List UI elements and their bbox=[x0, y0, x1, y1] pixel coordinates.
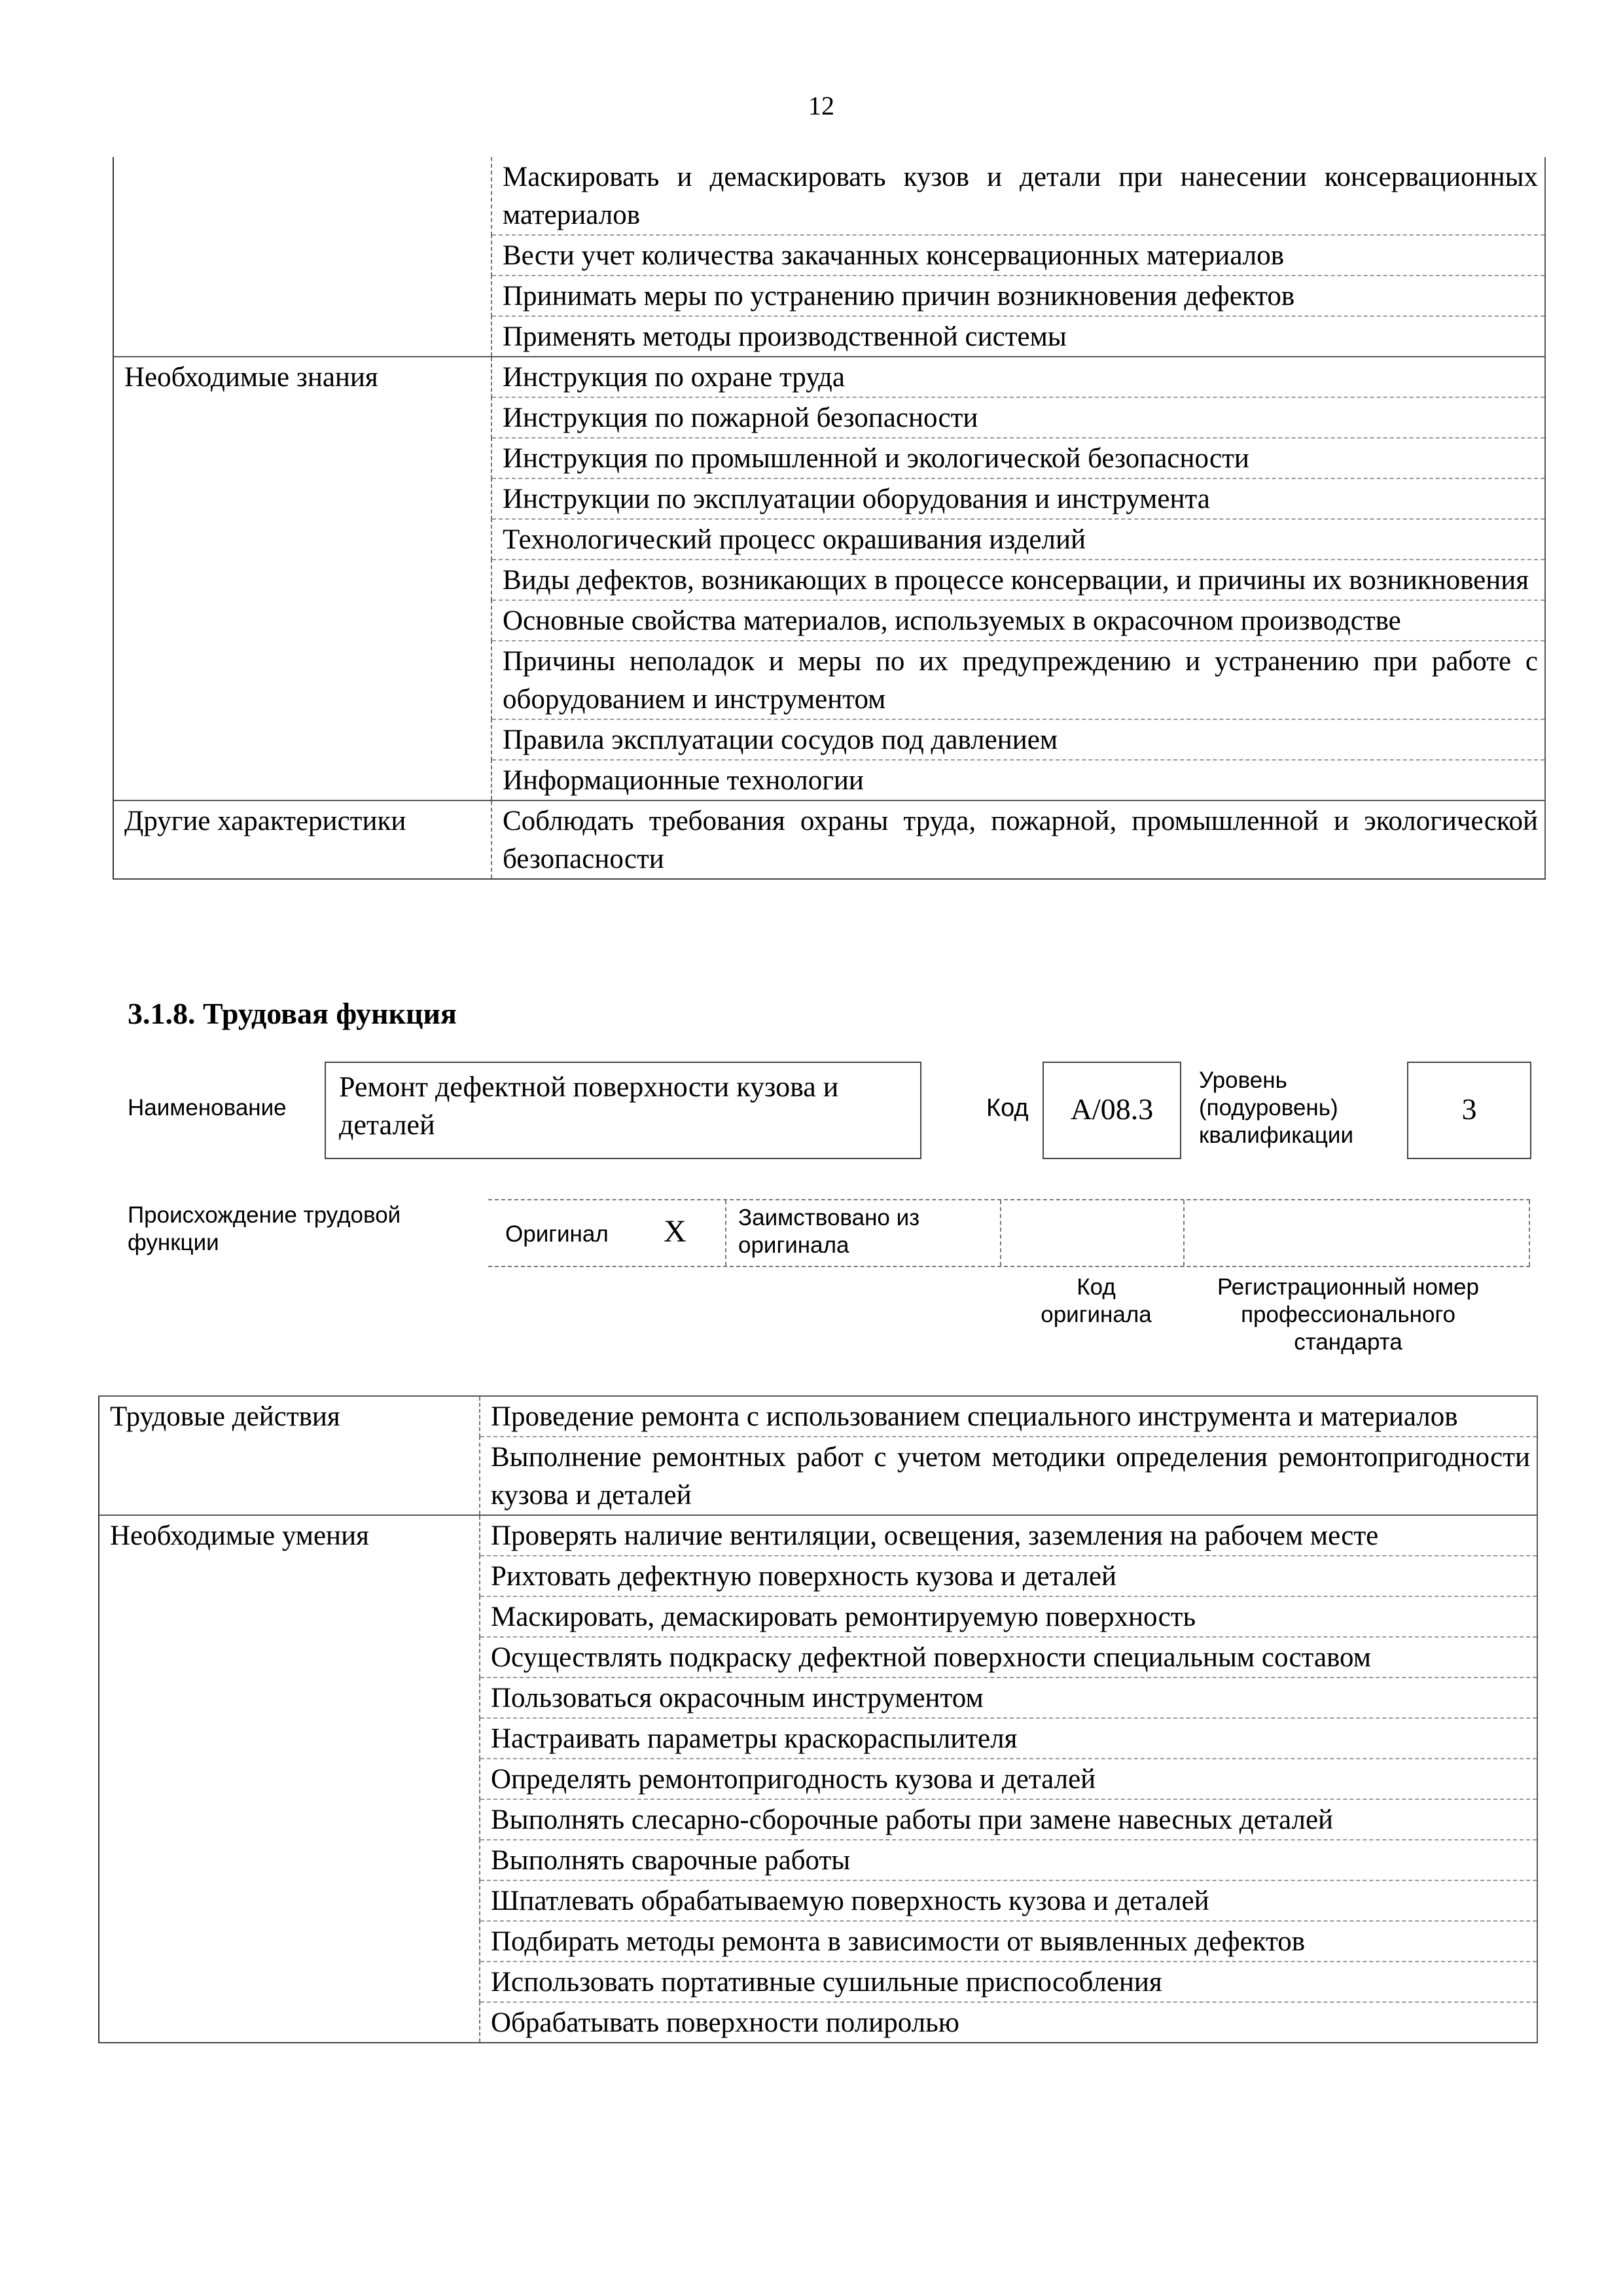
knowledge-label: Необходимые знания bbox=[113, 357, 491, 800]
origin-table bbox=[488, 1199, 1530, 1267]
table-row: Рихтовать дефектную поверхность кузова и деталей bbox=[480, 1556, 1537, 1596]
function-name: Ремонт дефектной поверхности кузова и деталей bbox=[339, 1071, 839, 1141]
table-row: Причины неполадок и меры по их предупреждению и устранению при работе с оборудованием и инструментом bbox=[491, 641, 1545, 719]
table-row: Соблюдать требования охраны труда, пожарной, промышленной и экологической безопасности bbox=[491, 800, 1545, 879]
level-label: Уровень (подуровень) квалификации bbox=[1199, 1067, 1353, 1148]
table-row: Использовать портативные сушильные приспособления bbox=[480, 1962, 1537, 2002]
table-row: Проверять наличие вентиляции, освещения, заземления на рабочем месте bbox=[480, 1515, 1537, 1556]
table-row: Правила эксплуатации сосудов под давлением bbox=[491, 719, 1545, 760]
level-value-box bbox=[1407, 1062, 1531, 1159]
code-label: Код bbox=[986, 1094, 1029, 1122]
section-heading: 3.1.8. Трудовая функция bbox=[128, 997, 457, 1030]
name-value-box bbox=[325, 1062, 921, 1159]
other-characteristics-label: Другие характеристики bbox=[113, 800, 491, 879]
labor-function-table bbox=[98, 1395, 1538, 2043]
level-value: 3 bbox=[1461, 1092, 1477, 1126]
original-mark: X bbox=[664, 1214, 687, 1249]
table-row: Обрабатывать поверхности полиролью bbox=[480, 2002, 1537, 2043]
table-row: Подбирать методы ремонта в зависимости от выявленных дефектов bbox=[480, 1921, 1537, 1962]
table-row: Пользоваться окрасочным инструментом bbox=[480, 1677, 1537, 1718]
table-row: Маскировать и демаскировать кузов и детали при нанесении консервационных материалов bbox=[491, 157, 1545, 235]
name-label: Наименование bbox=[128, 1095, 287, 1121]
table-row: Инструкция по пожарной безопасности bbox=[491, 397, 1545, 438]
table-row: Принимать меры по устранению причин возникновения дефектов bbox=[491, 276, 1545, 316]
divider bbox=[1183, 1200, 1186, 1266]
table-row: Основные свойства материалов, используемых в окрасочном производстве bbox=[491, 600, 1545, 641]
table-row: Настраивать параметры краскораспылителя bbox=[480, 1718, 1537, 1759]
table-row: Осуществлять подкраску дефектной поверхности специальным составом bbox=[480, 1637, 1537, 1677]
borrowed-label: Заимствовано из оригинала bbox=[738, 1205, 920, 1258]
table-row: Информационные технологии bbox=[491, 760, 1545, 800]
table-row: Применять методы производственной системы bbox=[491, 316, 1545, 357]
code-original-label: Код оригинала bbox=[1041, 1274, 1152, 1327]
table-row: Инструкция по охране труда bbox=[491, 357, 1545, 397]
table-row: Шпатлевать обрабатываемую поверхность кузова и деталей bbox=[480, 1880, 1537, 1921]
divider bbox=[1000, 1200, 1003, 1266]
table-cell-empty-label bbox=[113, 157, 491, 357]
code-value-box bbox=[1043, 1062, 1181, 1159]
table-row: Выполнять слесарно-сборочные работы при замене навесных деталей bbox=[480, 1799, 1537, 1840]
table-row: Маскировать, демаскировать ремонтируемую поверхность bbox=[480, 1596, 1537, 1637]
table-row: Вести учет количества закачанных консервационных материалов bbox=[491, 235, 1545, 276]
table-row: Виды дефектов, возникающих в процессе консервации, и причины их возникновения bbox=[491, 560, 1545, 600]
requirements-table-continued bbox=[113, 157, 1546, 880]
table-row: Выполнение ремонтных работ с учетом методики определения ремонтопригодности кузова и деталей bbox=[480, 1437, 1537, 1515]
table-row: Технологический процесс окрашивания изделий bbox=[491, 519, 1545, 560]
table-row: Проведение ремонта с использованием специального инструмента и материалов bbox=[480, 1396, 1537, 1437]
origin-label: Происхождение трудовой функции bbox=[128, 1202, 401, 1255]
divider bbox=[1529, 1200, 1531, 1266]
skills-label: Необходимые умения bbox=[99, 1515, 480, 2043]
page-number: 12 bbox=[808, 91, 834, 120]
table-row: Выполнять сварочные работы bbox=[480, 1840, 1537, 1880]
table-row: Определять ремонтопригодность кузова и деталей bbox=[480, 1759, 1537, 1799]
reg-number-label: Регистрационный номер профессионального стандарта bbox=[1217, 1274, 1479, 1355]
original-label: Оригинал bbox=[505, 1221, 609, 1247]
divider bbox=[725, 1200, 728, 1266]
table-row: Инструкция по промышленной и экологической безопасности bbox=[491, 438, 1545, 478]
actions-label: Трудовые действия bbox=[99, 1396, 480, 1515]
table-row: Инструкции по эксплуатации оборудования и инструмента bbox=[491, 478, 1545, 519]
code-value: А/08.3 bbox=[1070, 1092, 1154, 1126]
